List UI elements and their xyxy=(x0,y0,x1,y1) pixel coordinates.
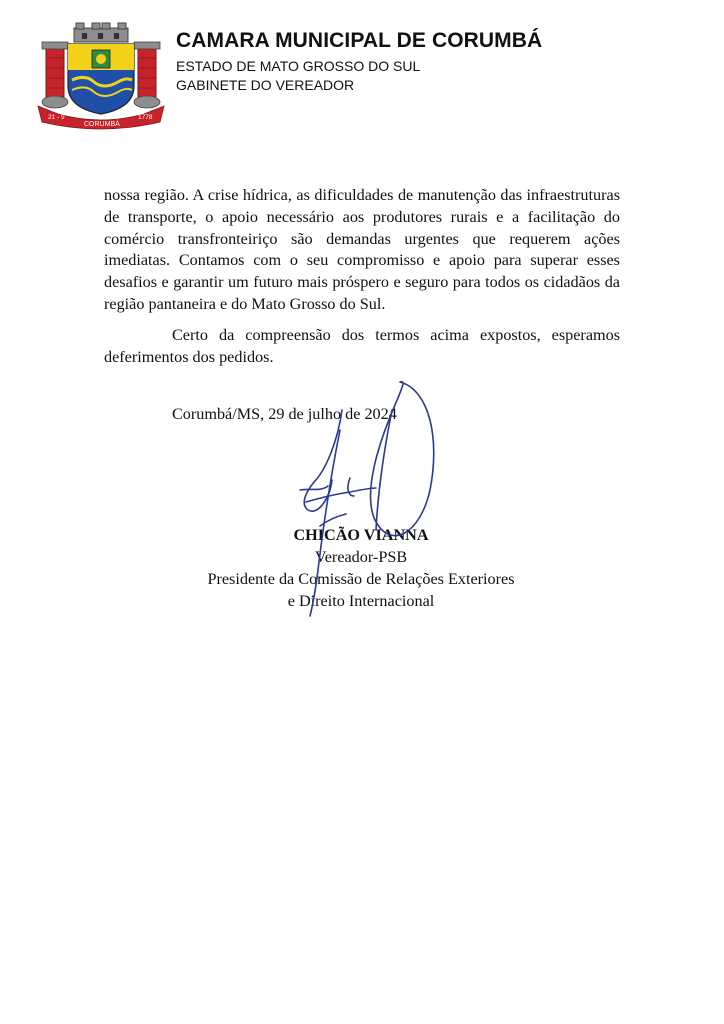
body-paragraph-2: Certo da compreensão dos termos acima expostos, esperamos deferimentos dos pedidos. xyxy=(104,325,620,366)
signatory-position-line-1: Presidente da Comissão de Relações Exteriores xyxy=(207,570,515,588)
date-line: Corumbá/MS, 29 de julho de 2024 xyxy=(172,405,397,423)
signatory-role: Vereador-PSB xyxy=(314,548,408,566)
coat-of-arms-logo xyxy=(34,22,168,132)
letter-body xyxy=(104,185,620,368)
shield-icon xyxy=(68,44,134,114)
signature-block xyxy=(180,524,542,612)
ribbon-center-text: CORUMBÁ xyxy=(84,121,120,128)
signatory-name: CHICÃO VIANNA xyxy=(293,526,429,544)
state-line: ESTADO DE MATO GROSSO DO SUL xyxy=(176,58,421,74)
ribbon-left-text: 21 - 9 xyxy=(48,114,65,121)
crown-icon xyxy=(74,23,128,42)
signatory-position-line-2: e Direito Internacional xyxy=(287,592,435,610)
letterhead xyxy=(176,28,542,95)
office-line: GABINETE DO VEREADOR xyxy=(176,77,355,93)
ribbon-right-text: 1778 xyxy=(138,114,153,121)
body-paragraph-1: nossa região. A crise hídrica, as dificuldades de manutenção das infraestruturas de transporte, o apoio necessário aos produtores rurais e a facilitação do comércio transfronteiriço são demandas urgentes que requerem ações imediatas. Contamos com o seu compromisso e apoio para superar esses desafios e garantir um futuro mais próspero e seguro para todos os cidadãos da região pantaneira e do Mato Grosso do Sul. xyxy=(104,186,620,313)
institution-title: CAMARA MUNICIPAL DE CORUMBÁ xyxy=(176,29,543,52)
